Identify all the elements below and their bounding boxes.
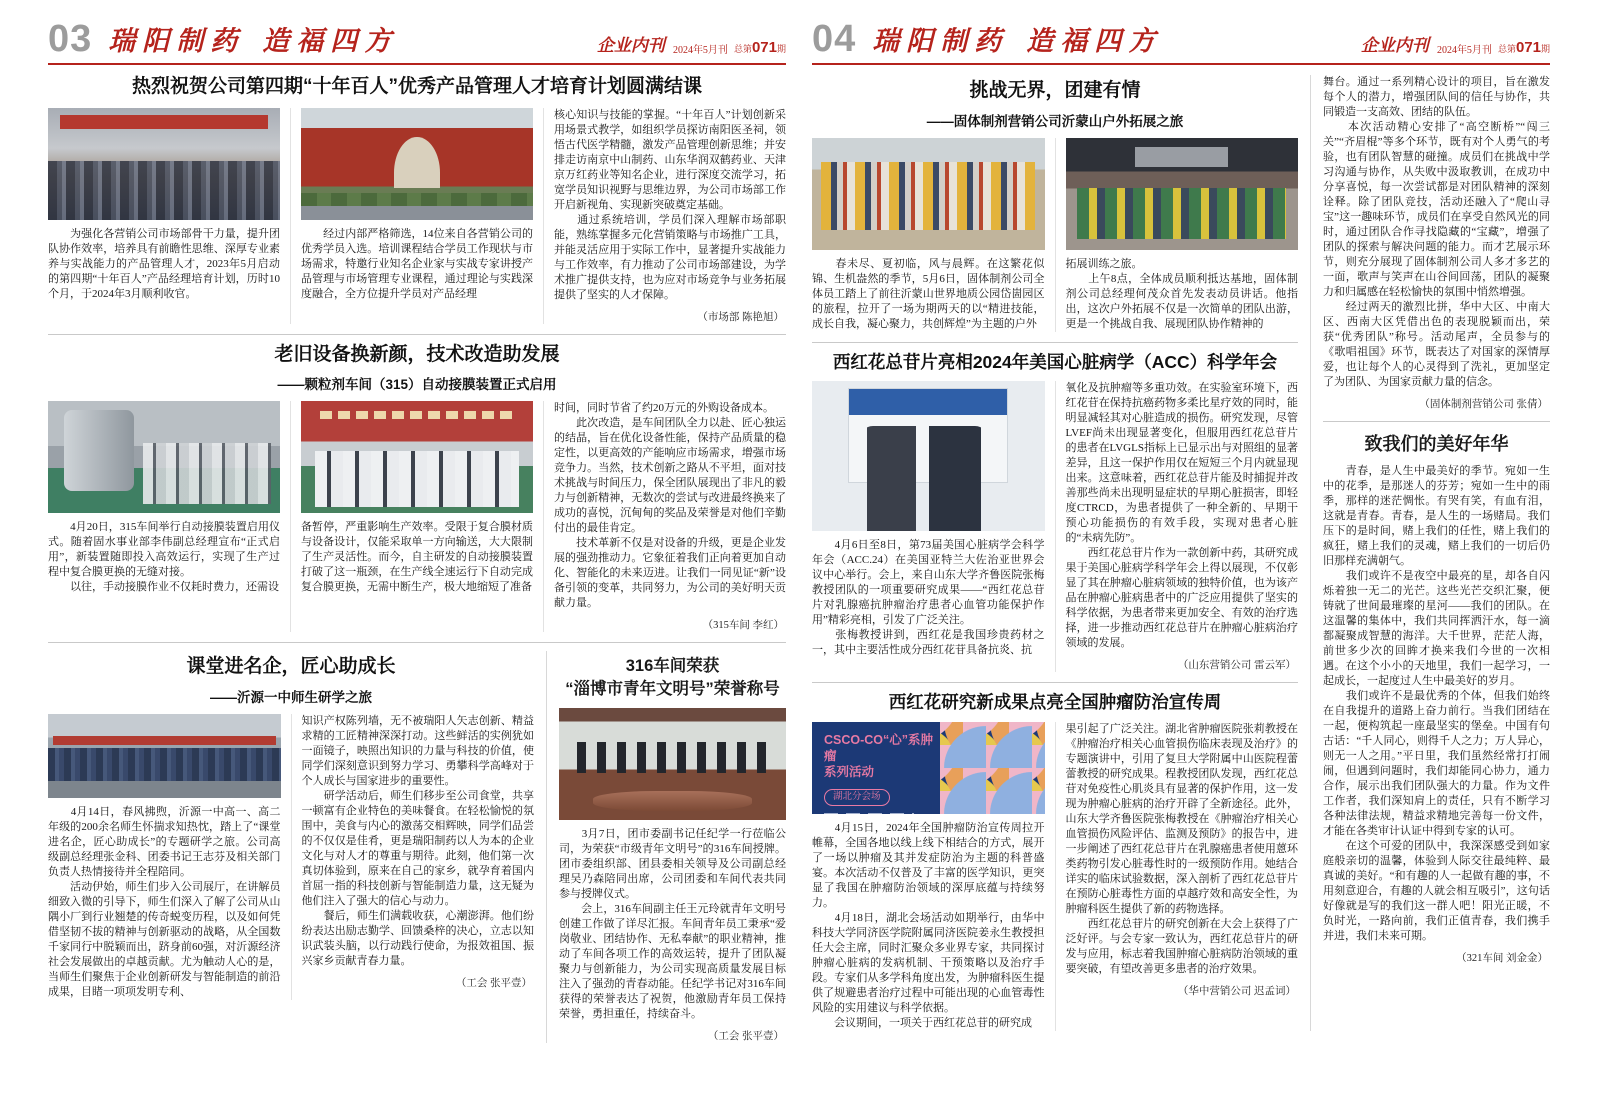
article-column: [291, 714, 535, 1000]
article-column: [1055, 381, 1299, 672]
paragraph: 备暂停，严重影响生产效率。受限于复合膜材质与设备设计，仅能采取单一方向输送，大大限制了生产灵活性。而今，自主研发的自动接膜装置打破了这一瓶颈，在生产线全速运行下自动完成复合膜更换，无需中断生产，极大地缩短了准备: [301, 521, 533, 594]
issue-date: 2024年5月刊: [672, 45, 728, 56]
article-cancer-week: [812, 691, 1298, 1031]
byline: （山东营销公司 雷云军）: [1177, 660, 1296, 672]
brand-name: 瑞阳制药: [872, 26, 1009, 56]
article-column: [48, 108, 290, 324]
section-divider: [812, 682, 1298, 683]
paragraph: 4月6日至8日，第73届美国心脏病学会科学年会（ACC.24）在美国亚特兰大佐治亚世界会议中心举行。会上，来自山东大学齐鲁医院张梅教授团队的一项重要研究成果——“西红花总苷片对乳腺癌抗肿瘤治疗患者心血管功能保护作用”精彩亮相，引发了广泛关注。: [812, 539, 1045, 627]
byline: （315车间 李红）: [702, 620, 784, 632]
article-acc: [812, 351, 1298, 673]
paragraph: 经过内部严格筛选，14位来自各营销公司的优秀学员入选。培训课程结合学员工作现状与市场需求，特邀行业知名企业家与实战专家讲授产品管理与市场管理专业课程，通过理论与实践深度融合，全方位提升学员对产品经理: [301, 227, 533, 300]
photo-nanyang-gate: [301, 108, 533, 220]
article-316-honor: [546, 651, 786, 1043]
byline: （工会 张平壹）: [707, 1030, 784, 1042]
paragraph: 上午8点，全体成员顺利抵达基地，固体制剂公司总经理何茂众首先发表动员讲话。他指出，这次户外拓展不仅是一次简单的团队出游，更是一个挑战自我、展现团队协作精神的: [1065, 272, 1298, 330]
photo-outdoor-teamwork: [812, 138, 1045, 250]
article-title: 课堂进名企，匠心助成长: [186, 656, 396, 678]
issue-number: 总第071期: [1497, 39, 1550, 56]
article-column: [48, 714, 291, 1000]
brand-name: 瑞阳制药: [108, 26, 245, 56]
page-number: 03: [48, 22, 93, 60]
page-04: [812, 22, 1550, 1072]
paragraph: 氧化及抗肿瘤等多重功效。在实验室环境下，西红花苷在保持抗癌药物多柔比星疗效的同时，能明显减轻其对心脏造成的损伤。研究发现，尽管LVEF尚未出现显著变化，但服用西红花总苷片的患者在LVGLS指标上已显示出与对照组的显著差异，且这一保护作用仅在短短三个月内就显现出来。这意味着，西红花总苷片能及时捕捉并改善那些尚未出现明显症状的早期心脏损害，即轻度CTRCD，为患者提供了一种全新的、早期干预心功能损伤的有效手段，实现对患者心脏的“未病先防”。: [1065, 382, 1298, 545]
photo-school-group: [48, 714, 281, 798]
article-title: 致我们的美好年华: [1364, 434, 1509, 454]
paragraph: 知识产权陈列墙，无不被瑞阳人矢志创新、精益求精的工匠精神深深打动。这些鲜活的实例犹如一面镜子，映照出知识的力量与科技的价值，使同学们深刻意识到努力学习、勇攀科学高峰对于个人成长与国家进步的重要性。: [301, 715, 534, 788]
byline: （华中营销公司 迟孟词）: [1177, 986, 1296, 998]
paragraph: 技术革新不仅是对设备的升级，更是企业发展的强劲推动力。它象征着我们正向着更加自动化、智能化的未来迈进。让我们一同见证“新”设备引领的变革，共同努力，为公司的美好明天贡献力量。: [554, 537, 786, 610]
photo-award-banner: [301, 401, 533, 513]
page-header: [812, 22, 1550, 65]
banner-logos: [824, 813, 914, 814]
article-classroom: [48, 651, 534, 1043]
paragraph: 舞台。通过一系列精心设计的项目，旨在激发每个人的潜力，增强团队间的信任与协作，共同锻造一支高效、团结的队伍。: [1323, 76, 1550, 118]
article-column: [1055, 138, 1299, 332]
paragraph: 3月7日，团市委副书记任纪学一行莅临公司，为荣获“市级青年文明号”的316车间授牌。团市委组织部、团县委相关领导及公司副总经理吴乃森陪同出席，公司团委和车间代表共同参与授牌仪式。: [559, 827, 786, 900]
article-title: 西红花总苷片亮相2024年美国心脏病学（ACC）科学年会: [832, 351, 1278, 372]
article-title: 西红花研究新成果点亮全国肿瘤防治宣传周: [888, 692, 1222, 713]
paragraph: 4月18日，湖北会场活动如期举行，由华中科技大学同济医学院附属同济医院姜永生教授担任大会主席，同时汇聚众多业界专家，共同探讨肿瘤心脏病的发病机制、干预策略以及治疗手段。专家们从多学科角度出发，为肿瘤科医生提供了规避患者治疗过程中可能出现的心血管毒性风险的实用建议与科学依据。: [812, 912, 1045, 1015]
paragraph: 我们或许不是夜空中最亮的星，却各自闪烁着独一无二的光芒。这些光芒交织汇聚，便铸就了世间最璀璨的星河——我们的团队。在这温馨的集体中，我们共同挥洒汗水，每一滴都凝聚成智慧的海洋。大千世界，茫茫人海，前世多少次的回眸才换来我们今世的一次相遇。在这个小小的天地里，我们一起学习，一起成长，一起度过人生中最美好的岁月。: [1323, 570, 1550, 687]
article-column: [812, 381, 1055, 672]
article-title: 316车间荣获 “淄博市青年文明号”荣誉称号: [565, 657, 780, 698]
article-column: [543, 108, 786, 324]
photo-training-group: [48, 108, 280, 220]
paragraph: 为强化各营销公司市场部骨干力量，提升团队协作效率，培养具有前瞻性思维、深厚专业素养与实战能力的产品管理人才，2023年5月启动的第四期“十年百人”产品经理培育计划，历时10个月，于2024年3月顺利收官。: [48, 227, 280, 300]
article-title: 热烈祝贺公司第四期“十年百人”优秀产品管理人才培育计划圆满结课: [131, 76, 702, 97]
photo-indoor-formation: [1066, 138, 1299, 250]
paragraph: 本次活动精心安排了“高空断桥”“闯三关”“齐眉棍”等多个环节，既有对个人勇气的考验，也有团队智慧的碰撞。成员们在挑战中学习沟通与协作，从失败中汲取教训，在成功中分享喜悦，每一次尝试都是对团队精神的深刻诠释。除了团队竞技，活动还融入了“爬山寻宝”这一趣味环节，成员们在享受自然风光的同时，通过团队合作寻找隐藏的“宝藏”，增强了团队的探索与解决问题的能力。而才艺展示环节，则充分展现了固体制剂公司人多才多艺的一面，歌声与笑声在山谷间回荡，团队的凝聚力和归属感在轻松愉快的氛围中悄然增强。: [1323, 121, 1550, 298]
paragraph: 在这个可爱的团队中，我深深感受到如家庭般亲切的温馨，体验到人际交往最纯粹、最真诚的美好。“和有趣的人一起做有趣的事，不用刻意迎合，有趣的人就会相互吸引”，这句话好像就是写的我们这一群人吧！阳光正暖，不负时光，一路向前，我们正值青春，我们携手并进，我们未来可期。: [1323, 840, 1550, 942]
article-subtitle: ——沂源一中师生研学之旅: [210, 690, 372, 706]
section-divider: [48, 334, 786, 335]
article-title: 老旧设备换新颜，技术改造助发展: [274, 343, 560, 365]
section-divider: [812, 342, 1298, 343]
paragraph: 核心知识与技能的掌握。“十年百人”计划创新采用场景式教学，如组织学员探访南阳医圣祠，领悟古代医学精髓，激发产品管理创新思维；并安排走访南京中山制药、山东华润双鹤药业、天津京万红药业等知名企业，进行深度交流学习，拓宽学员知识视野与思维边界，为公司市场部工作开启新视角、实现新突破奠定基础。: [554, 108, 786, 211]
issue-date: 2024年5月刊: [1436, 45, 1492, 56]
masthead-name: 企业内刊: [1360, 36, 1429, 55]
paragraph: 经过两天的激烈比拼，华中大区、中南大区、西南大区凭借出色的表现脱颖而出，荣获“优秀团队”称号。活动尾声，全员参与的《歌唱祖国》环节，既表达了对国家的深情厚爱，也让每个人的心灵得到了洗礼，更加坚定了为团队、为国家贡献力量的信念。: [1323, 301, 1550, 388]
paragraph: 以往，手动接膜作业不仅耗时费力，还需设: [48, 581, 279, 594]
page-header: [48, 22, 786, 65]
page-number: 04: [812, 22, 857, 60]
article-youth-essay: [1323, 430, 1550, 965]
paragraph: 张梅教授讲到，西红花是我国珍贵药材之一，其中主要活性成分西红花苷具备抗炎、抗: [812, 629, 1045, 657]
banner-subtitle: 系列活动: [824, 765, 875, 780]
article-subtitle: ——固体制剂营销公司沂蒙山户外拓展之旅: [926, 113, 1184, 129]
article-column: [812, 138, 1055, 332]
paragraph: 4月15日，2024年全国肿瘤防治宣传周拉开帷幕，全国各地以线上线下相结合的方式，展开了一场以肿瘤及其并发症防治为主题的科普盛宴。本次活动不仅普及了丰富的医学知识，更突显了我国在肿瘤防治领域的深厚底蕴与持续努力。: [812, 822, 1045, 910]
paragraph: 时间，同时节省了约20万元的外购设备成本。: [554, 402, 774, 415]
right-rail: [1310, 75, 1550, 1031]
paragraph: 4月20日，315车间举行自动接膜装置启用仪式。随着固水事业部李伟副总经理宣布“正式启用”，新装置随即投入高效运行，实现了生产过程中复合膜更换的无缝对接。: [48, 521, 280, 579]
outdoor-continuation: [1323, 75, 1550, 390]
brand-slogan: 造福四方: [262, 26, 399, 56]
csco-event-banner: [812, 722, 1045, 814]
article-column: [48, 401, 290, 632]
page-03: [48, 22, 786, 1072]
article-training: [48, 75, 786, 324]
article-outdoor: [812, 79, 1298, 332]
paragraph: 西红花总苷片作为一款创新中药，其研究成果于美国心脏病学科学年会上得以展现，不仅彰显了其在肿瘤心脏病领域的独特价值，也为该产品在肿瘤心脏病患者中的广泛应用提供了坚实的科学依据，为患者带来更加安全、有效的治疗选择，进一步推动西红花总苷片在肿瘤心脏病治疗领域的发展。: [1065, 547, 1298, 650]
section-divider: [1323, 421, 1550, 422]
byline: （固体制剂营销公司 张倩）: [1419, 399, 1548, 410]
paragraph: 4月14日，春风拂煦，沂源一中高一、高二年级的200余名师生怀揣求知热忱，踏上了“课堂进名企，匠心助成长”的专题研学之旅。公司高级副总经理张金科、团委书记王志芬及相关部门负责人热情接待并全程陪同。: [48, 806, 281, 879]
section-divider: [48, 642, 786, 643]
byline: （321车间 刘金金）: [1456, 953, 1548, 964]
byline: （工会 张平壹）: [455, 978, 532, 990]
paragraph: 会议期间，一项关于西红花总苷的研究成: [812, 1017, 1032, 1030]
paragraph: 青春，是人生中最美好的季节。宛如一生中的花季，是那迷人的芬芳；宛如一生中的雨季，那样的迷茫惆怅。有哭有笑，有血有泪，这就是青春。青春，是人生的一场赌局。我们压下的是时间，赌上我们的任性，赌上我们的疯狂，赌上我们的灵魂，赌上我们的一切后仍旧那样充满朝气。: [1323, 465, 1550, 567]
paragraph: 活动伊始，师生们步入公司展厅，在讲解员细致入微的引导下，师生们深入了解了公司从山隅小厂到行业翘楚的传奇蜕变历程，以及如何凭借坚韧不拔的精神与创新驱动的战略，从全国数千家同行中脱颖而出，跻身前60强，对沂源经济社会发展做出的卓越贡献。尤为触动人心的是，当师生们聚焦于企业创新研发与智能制造的前沿成果，目睹一项项发明专利、: [48, 881, 281, 999]
banner-title: CSCO-CO“心”系肿瘤: [824, 733, 934, 764]
paragraph: 会上，316车间副主任王元玲就青年文明号创建工作做了详尽汇报。车间青年员工秉承“爱岗敬业、团结协作、无私奉献”的职业精神，推动了车间各项工作的高效运转，提升了团队凝聚力与创新能力，为公司实现高质量发展目标注入了强劲的青春动能。任纪学书记对316车间获得的荣誉表达了祝贺，他激励青年员工保持荣誉，勇担重任，持续奋斗。: [559, 902, 786, 1020]
paragraph: 通过系统培训，学员们深入理解市场部职能，熟练掌握多元化营销策略与市场推广工具，并能灵活应用于实际工作中，显著提升实战能力与工作效率，有力推动了公司市场部建设，为学术推广提供支持，也为应对市场竞争与业务拓展提供了坚实的人才保障。: [554, 213, 786, 301]
photo-acc-poster: [812, 381, 1045, 531]
paragraph: 餐后，师生们满载收获，心潮澎湃。他们纷纷表达出励志勤学、回馈桑梓的决心，立志以知识武装头脑，以行动践行使命，为报效祖国、振兴家乡贡献青春力量。: [301, 910, 534, 968]
masthead-name: 企业内刊: [596, 36, 665, 55]
article-column: [1055, 722, 1299, 1031]
photo-workshop-equipment: [48, 401, 280, 513]
paragraph: 西红花总苷片的研究创新在大会上获得了广泛好评。与会专家一致认为，西红花总苷片的研发与应用，标志着我国肿瘤心脏病防治领域的重要突破，有望改善更多患者的治疗效果。: [1065, 918, 1298, 976]
photo-316-ceremony: [559, 708, 786, 820]
paragraph: 研学活动后，师生们移步至公司食堂，共享一顿富有企业特色的美味餐食。在轻松愉悦的氛围中，美食与内心的激荡交相辉映，同学们品尝的不仅仅是佳肴，更是瑞阳制药以人为本的企业文化与对人才的尊重与期待。此刻，他们第一次真切体验到，原来在自己的家乡，就孕育着国内首屈一指的科技创新与智能制造力量，这无疑为他们注入了强大的信心与动力。: [301, 790, 534, 908]
paragraph: 我们或许不是最优秀的个体，但我们始终在自我提升的道路上奋力前行。当我们团结在一起，便构筑起一座最坚实的堡垒。中国有句古话：“千人同心，则得千人之力；万人异心，则无一人之用。”平日里，我们虽然经常打打闹闹，但遇到问题时，我们却能同心协力，通力合作，展示出我们团队强大的力量。作为文件工作者，我们深知肩上的责任，只有不断学习各种法律法规，精益求精地完善每一份文件，才能在各类审计认证中得到专家的认可。: [1323, 690, 1550, 837]
article-title: 挑战无界，团建有情: [969, 80, 1141, 101]
banner-venue-tag: 湖北分会场: [824, 789, 890, 806]
issue-number: 总第071期: [733, 39, 786, 56]
paragraph: 拓展训练之旅。: [1065, 257, 1143, 270]
paragraph: 此次改造，是车间团队全力以赴、匠心独运的结晶，旨在优化设备性能，保持产品质量的稳定性，以更高效的产能响应市场需求，增强市场竞争力。当然，技术创新之路从不平坦，面对技术挑战与时间压力，保全团队展现出了非凡的毅力与创新精神，无数次的尝试与改进最终换来了成功的喜悦，沉甸甸的奖品及荣誉是对他们辛勤付出的最佳肯定。: [554, 417, 786, 535]
article-column: [290, 108, 543, 324]
article-column: [812, 722, 1055, 1031]
article-column: [290, 401, 543, 632]
article-equipment: [48, 343, 786, 633]
paragraph: 春未尽、夏初临，风与晨辉。在这繁花似锦、生机盎然的季节，5月6日，固体制剂公司全体员工踏上了前往沂蒙山世界地质公园岱崮园区的旅程，拉开了一场为期两天的以“精进技能，成长自我，凝心聚力，共创辉煌”为主题的户外: [812, 257, 1045, 330]
byline: （市场部 陈艳旭）: [697, 311, 784, 323]
brand-slogan: 造福四方: [1026, 26, 1163, 56]
banner-mosaic-graphic: [940, 722, 1045, 814]
paragraph: 果引起了广泛关注。湖北省肿瘤医院张莉教授在《肿瘤治疗相关心血管损伤临床表现及治疗》的专题演讲中，引用了复旦大学附属中山医院程蕾蕾教授的研究成果。程教授团队发现，西红花总苷对免疫性心肌炎具有显著的保护作用，这一发现为肿瘤心脏病的治疗开辟了全新途径。此外，山东大学齐鲁医院张梅教授在《肿瘤治疗相关心血管损伤风险评估、监测及预防》的报告中，进一步阐述了西红花总苷片在乳腺癌患者使用蒽环类药物引发心脏毒性时的一级预防作用。她结合详实的临床试验数据，深入剖析了西红花总苷片在预防心脏毒性方面的卓越疗效和高安全性，为肿瘤科医生提供了新的药物选择。: [1065, 723, 1298, 916]
article-column: [543, 401, 786, 632]
article-subtitle: ——颗粒剂车间（315）自动接膜装置正式启用: [277, 377, 557, 393]
